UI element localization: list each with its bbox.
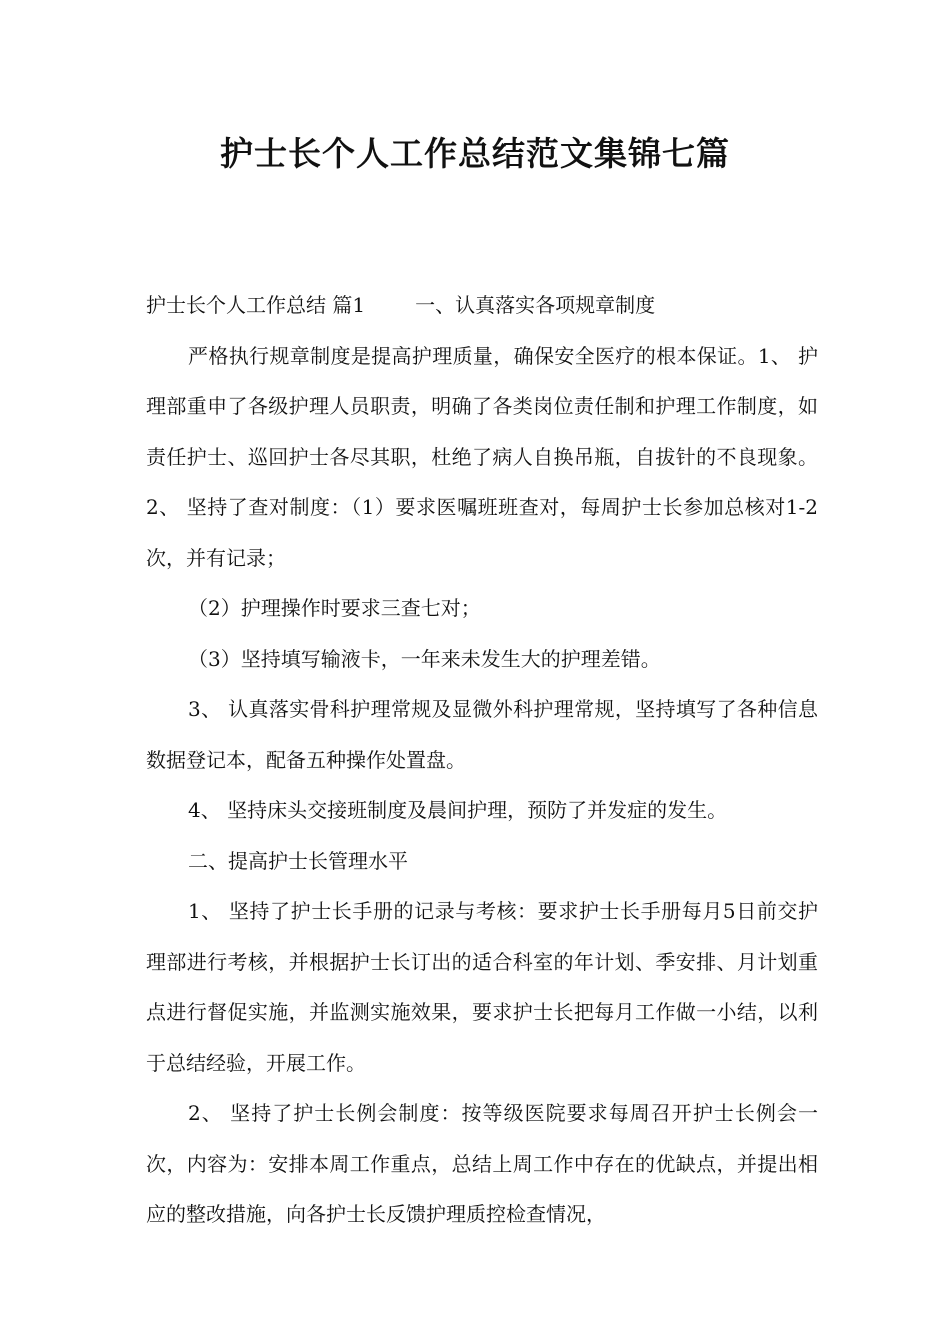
heading-2: 二、提高护士长管理水平 xyxy=(188,848,408,873)
paragraph: 2、 坚持了护士长例会制度：按等级医院要求每周召开护士长例会一次，内容为：安排本周工作重点，总结上周工作中存在的优缺点，并提出相应的整改措施，向各护士长反馈护理质控检查情况， xyxy=(146,1101,818,1226)
paragraph-section-heading xyxy=(146,280,818,331)
paragraph: 严格执行规章制度是提高护理质量，确保安全医疗的根本保证。1、 护理部重申了各级护理人员职责，明确了各类岗位责任制和护理工作制度，如责任护士、巡回护士各尽其职，杜绝了病人自换吊瓶，自拔针的不良现象。2、 坚持了查对制度：（1）要求医嘱班班查对，每周护士长参加总核对1-2次，并有记录； xyxy=(146,343,818,570)
heading-1: 一、认真落实各项规章制度 xyxy=(415,293,656,317)
paragraph: 1、 坚持了护士长手册的记录与考核：要求护士长手册每月5日前交护理部进行考核，并根据护士长订出的适合科室的年计划、季安排、月计划重点进行督促实施，并监测实施效果，要求护士长把每月工作做一小结，以利于总结经验，开展工作。 xyxy=(146,899,818,1075)
section-label: 护士长个人工作总结 篇1 xyxy=(146,293,366,317)
paragraph: 3、 认真落实骨科护理常规及显微外科护理常规，坚持填写了各种信息数据登记本，配备五种操作处置盘。 xyxy=(146,697,818,772)
paragraph: （2）护理操作时要求三查七对； xyxy=(188,596,481,620)
document-body xyxy=(146,280,818,1240)
document-title: 护士长个人工作总结范文集锦七篇 xyxy=(220,134,730,173)
paragraph: （3）坚持填写输液卡，一年来未发生大的护理差错。 xyxy=(188,646,661,671)
paragraph: 4、 坚持床头交接班制度及晨间护理，预防了并发症的发生。 xyxy=(188,798,728,822)
